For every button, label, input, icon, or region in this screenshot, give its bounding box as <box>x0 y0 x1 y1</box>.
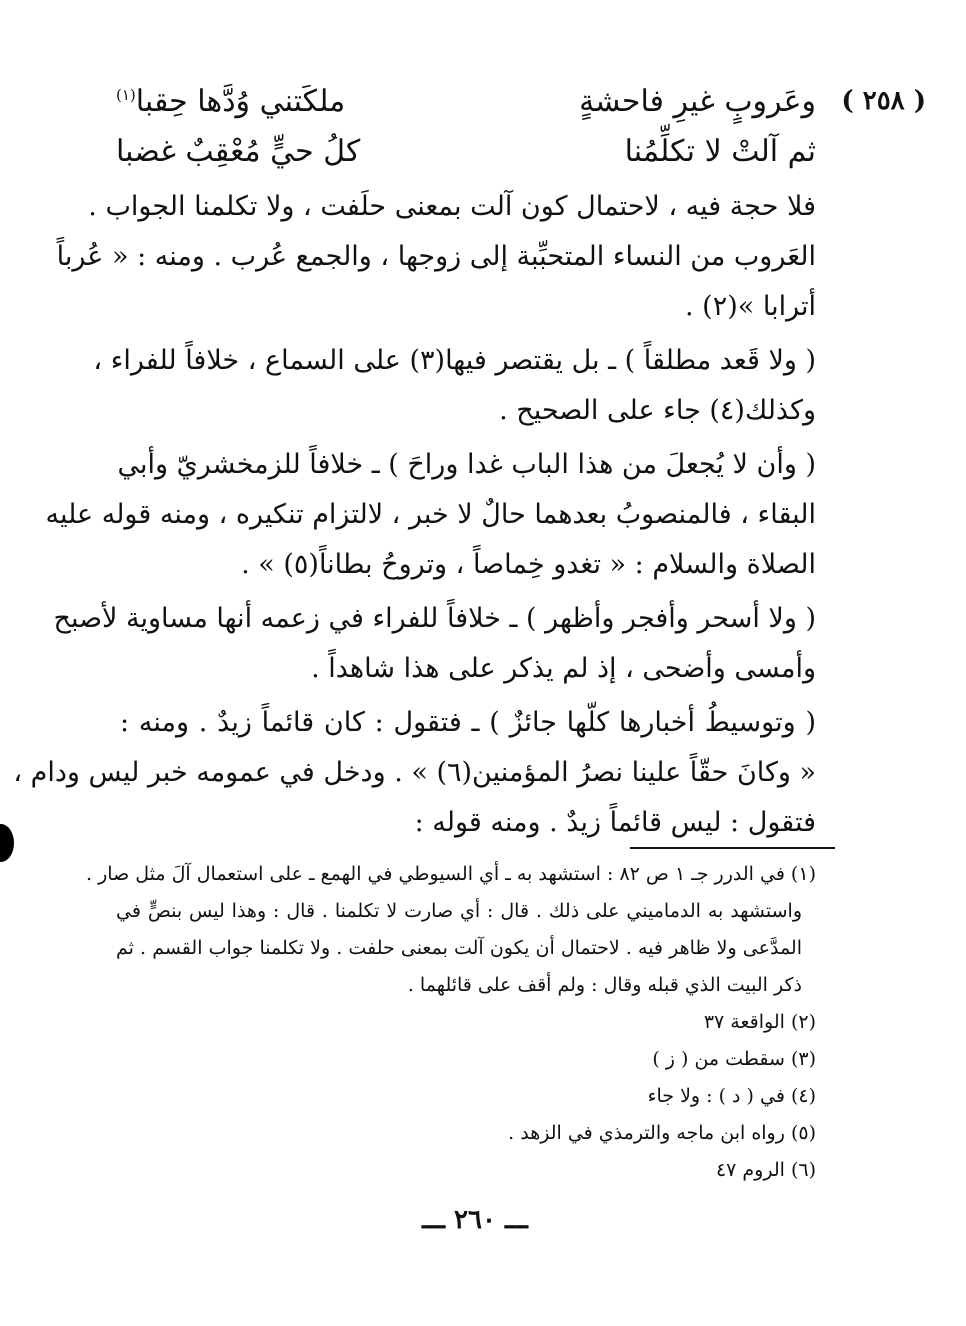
footnote-marker: (١) <box>116 86 136 104</box>
footnotes <box>86 856 816 1189</box>
body-line: البقاء ، فالمنصوبُ بعدهما حالٌ لا خبر ، لالتزام تنكيره ، ومنه قوله عليه <box>45 499 816 530</box>
verse-hemistich-2: ملكَتني وُدَّها حِقبا$^{(١)}$ <box>116 84 346 119</box>
body-line: ( ولا أسحر وأفجر وأظهر ) ـ خلافاً للفراء في زعمه أنها مساوية لأصبح <box>53 603 816 634</box>
verse-hemistich-1: وعَروبٍ غيرِ فاحشةٍ <box>579 84 816 119</box>
body-text <box>13 182 816 848</box>
footnote-line: (٣) سقطت من ( ز ) <box>652 1048 816 1070</box>
body-line: أترابا »(٢) . <box>684 291 816 322</box>
footnote-line: واستشهد به الدماميني على ذلك . قال : أي صارت لا تكلمنا . قال : وهذا ليس بنصٍّ في <box>116 900 802 922</box>
body-line: فتقول : ليس قائماً زيدٌ . ومنه قوله : <box>414 807 816 838</box>
footnote-separator <box>630 847 835 849</box>
body-line: العَروب من النساء المتحبِّبة إلى زوجها ، والجمع عُرب . ومنه : « عُرباً <box>56 241 816 272</box>
body-line: « وكانَ حقّاً علينا نصرُ المؤمنين(٦) » . ودخل في عمومه خبر ليس ودام ، <box>13 757 816 788</box>
page-number: ـــ ٢٦٠ ـــ <box>422 1205 528 1235</box>
footnote-line: ذكر البيت الذي قبله وقال : ولم أقف على قائلهما . <box>407 974 802 996</box>
body-line: ( وتوسيطُ أخبارها كلّها جائزٌ ) ـ فتقول : كان قائماً زيدٌ . ومنه : <box>120 707 816 738</box>
body-line: وكذلك(٤) جاء على الصحيح . <box>499 395 816 426</box>
footnote-line: (٢) الواقعة ٣٧ <box>703 1011 816 1033</box>
footnote-line: (٦) الروم ٤٧ <box>715 1159 816 1181</box>
body-line: وأمسى وأضحى ، إذ لم يذكر على هذا شاهداً . <box>311 653 816 684</box>
section-number: ( ٢٥٨ ) <box>841 86 926 116</box>
verse-line-1 <box>116 84 816 130</box>
verse-hemistich-2: كلُ حيٍّ مُعْقِبٌ غضبا <box>116 134 361 169</box>
body-line: ( وأن لا يُجعلَ من هذا الباب غدا وراحَ ) ـ خلافاً للزمخشريّ وأبي <box>117 449 816 480</box>
body-line: فلا حجة فيه ، لاحتمال كون آلت بمعنى حلَفت ، ولا تكلمنا الجواب . <box>88 191 816 222</box>
footnote-line: (١) في الدرر جـ ١ ص ٨٢ : استشهد به ـ أي السيوطي في الهمع ـ على استعمال آلَ مثل صار . <box>86 863 816 885</box>
footnote-line: المدَّعى ولا ظاهر فيه . لاحتمال أن يكون آلت بمعنى حلفت . ولا تكلمنا جواب القسم . ثم <box>116 937 802 959</box>
footnote-line: (٤) في ( د ) : ولا جاء <box>647 1085 816 1107</box>
verse-line-2 <box>116 134 816 180</box>
verse-hemistich-1: ثم آلتْ لا تكلِّمُنا <box>624 134 816 169</box>
footnote-line: (٥) رواه ابن ماجه والترمذي في الزهد . <box>508 1122 816 1144</box>
body-line: الصلاة والسلام : « تغدو خِماصاً ، وتروحُ بطاناً(٥) » . <box>241 549 816 580</box>
body-line: ( ولا قَعد مطلقاً ) ـ بل يقتصر فيها(٣) على السماع ، خلافاً للفراء ، <box>93 345 816 376</box>
